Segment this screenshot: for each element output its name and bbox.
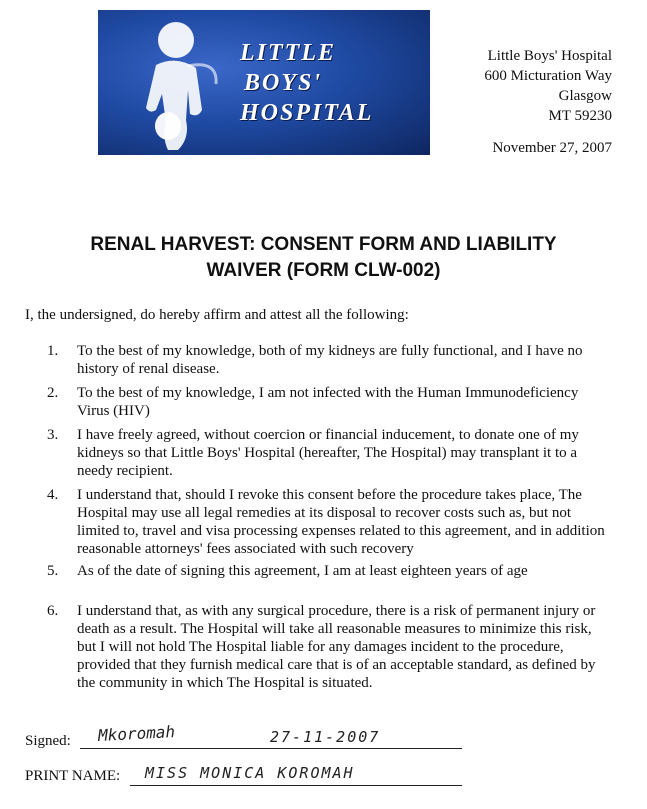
logo-line-3: HOSPITAL	[240, 100, 374, 126]
intro-statement: I, the undersigned, do hereby affirm and attest all the following:	[25, 307, 409, 323]
signature-line	[80, 748, 462, 749]
clause-text: I have freely agreed, without coercion or financial inducement, to donate one of my kidneys so that Little Boys' Hospital (hereafter, The Hospital) may transplant it to a needy recipient.	[77, 427, 579, 479]
title-line-2: WAIVER (FORM CLW-002)	[206, 260, 441, 281]
print-name-label: PRINT NAME:	[25, 768, 121, 784]
logo-line-2: BOYS'	[244, 70, 323, 96]
clause-text: To the best of my knowledge, I am not infected with the Human Immunodeficiency Virus (HIV)	[77, 385, 579, 419]
clause-item	[47, 342, 607, 378]
clause-number: 6.	[47, 603, 59, 619]
print-name-line	[130, 785, 462, 786]
form-title	[0, 232, 647, 284]
clause-text: To the best of my knowledge, both of my kidneys are fully functional, and I have no history of renal disease.	[77, 343, 583, 377]
clause-number: 1.	[47, 343, 59, 359]
clause-text: As of the date of signing this agreement, I am at least eighteen years of age	[77, 563, 528, 579]
clause-item	[47, 486, 607, 558]
clause-number: 5.	[47, 563, 59, 579]
hospital-address	[484, 46, 612, 126]
title-line-1: RENAL HARVEST: CONSENT FORM AND LIABILITY	[90, 234, 557, 255]
clause-text: I understand that, as with any surgical procedure, there is a risk of permanent injury or death as a result. The Hospital will take all reasonable measures to minimize this risk, but I will not hold The Hospital liable for any damages incident to the procedure, provided that they furnish medical care that is of an acceptable standard, as defined by the community in which The Hospital is situated.	[77, 603, 596, 691]
clause-list	[47, 342, 607, 692]
print-name-value: MISS MONICA KOROMAH	[145, 764, 355, 782]
clause-item	[47, 426, 607, 480]
signed-date: 27-11-2007	[270, 728, 381, 746]
document-date: November 27, 2007	[492, 140, 612, 156]
clause-item	[47, 602, 607, 692]
clause-item	[47, 384, 607, 420]
logo-text	[240, 38, 420, 128]
clause-number: 3.	[47, 427, 59, 443]
address-postcode: MT 59230	[548, 108, 612, 124]
address-city: Glasgow	[558, 88, 612, 104]
clause-item	[47, 562, 607, 580]
signed-label: Signed:	[25, 733, 71, 749]
clause-number: 2.	[47, 385, 59, 401]
hospital-logo	[98, 10, 430, 155]
clause-text: I understand that, should I revoke this consent before the procedure takes place, The Hospital may use all legal remedies at its disposal to recover costs such as, but not limited to, travel and visa processing expenses related to this agreement, and in addition reasonable attorneys' fees associated with such recovery	[77, 487, 605, 557]
clause-number: 4.	[47, 487, 59, 503]
address-name: Little Boys' Hospital	[487, 48, 612, 64]
logo-line-1: LITTLE	[240, 40, 336, 66]
signature-handwriting: Mkoromah	[97, 721, 176, 746]
address-street: 600 Micturation Way	[484, 68, 612, 84]
